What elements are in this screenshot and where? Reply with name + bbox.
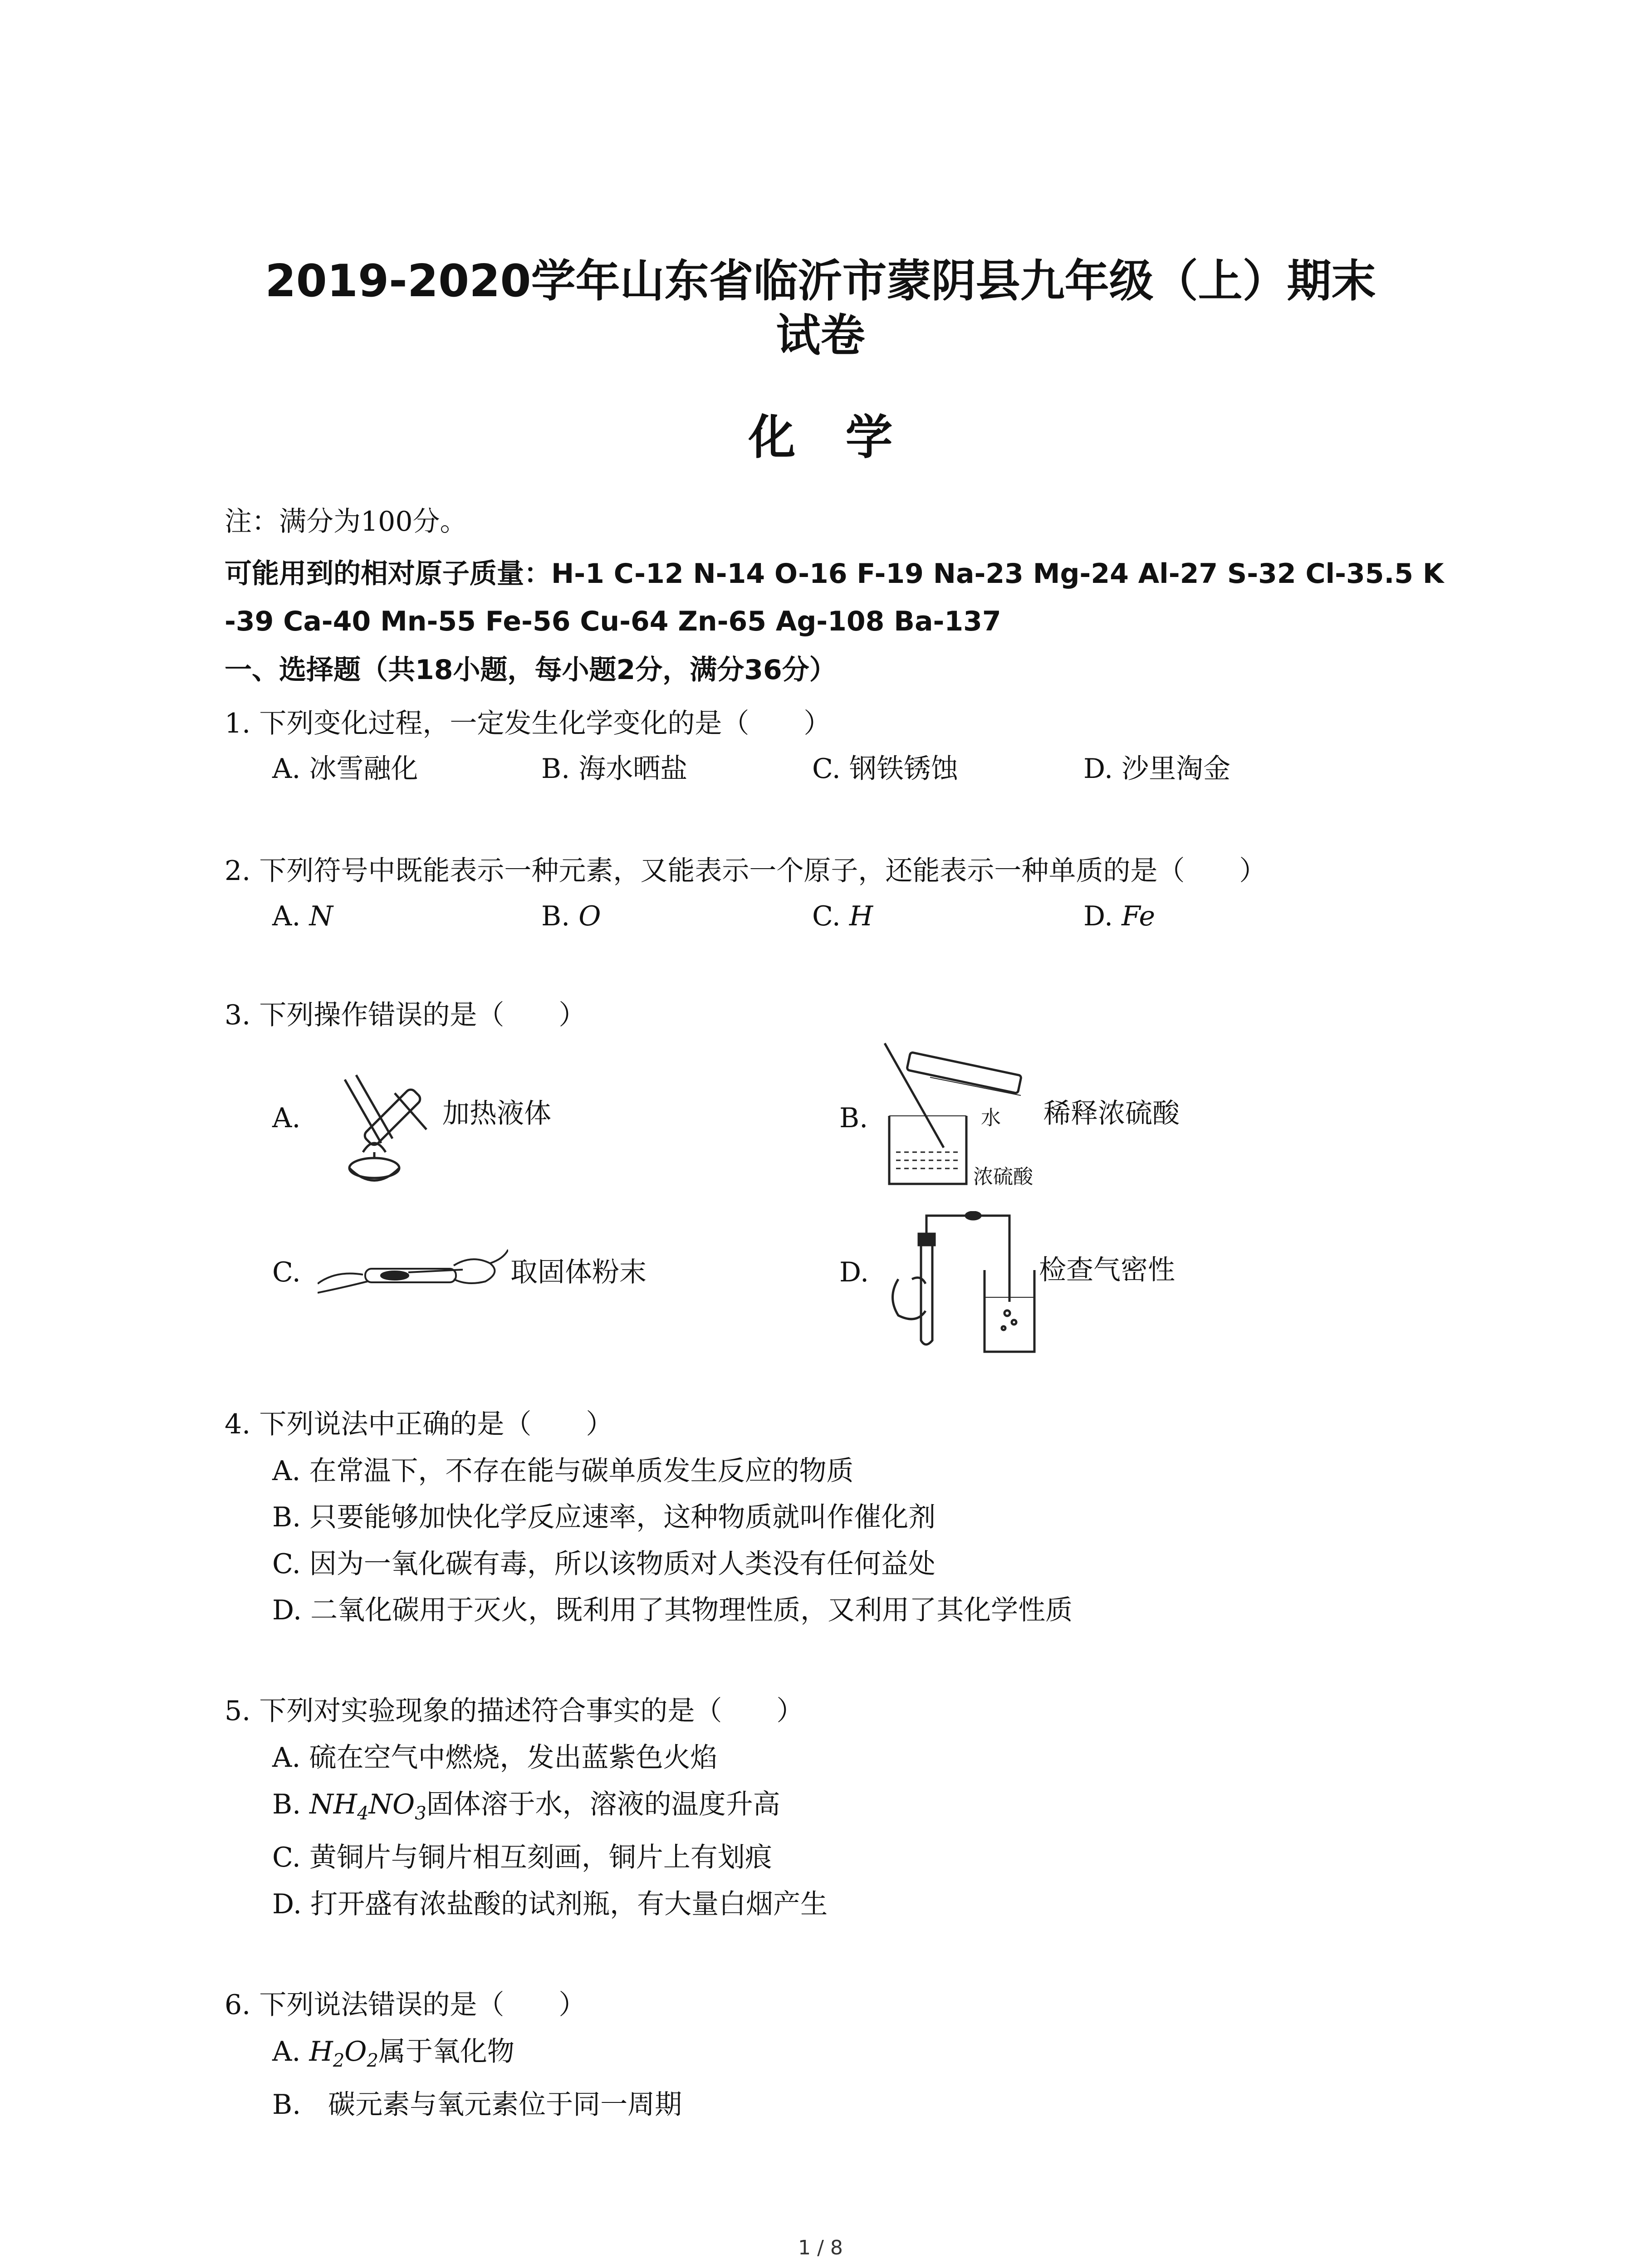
- q3-option-b-label: B.: [839, 1102, 868, 1134]
- question-1-stem: 1. 下列变化过程，一定发生化学变化的是（ ）: [225, 708, 831, 739]
- q1-option-c: C. 钢铁锈蚀: [812, 753, 958, 785]
- section-heading: 一、选择题（共18小题，每小题2分，满分36分）: [225, 654, 837, 686]
- q4-option-a: A. 在常温下，不存在能与碳单质发生反应的物质: [272, 1455, 854, 1487]
- q4-option-c: C. 因为一氧化碳有毒，所以该物质对人类没有任何益处: [272, 1548, 936, 1580]
- page-number: 1 / 8: [798, 2236, 843, 2259]
- q5-option-b: B. $NH_4NO_3$固体溶于水，溶液的温度升高: [272, 1789, 780, 1824]
- q2-option-d: D. Fe: [1083, 900, 1155, 932]
- q3-option-c-caption: 取固体粉末: [510, 1256, 647, 1288]
- acid-label: 浓硫酸: [973, 1165, 1033, 1188]
- exam-title-line1: 2019-2020学年山东省临沂市蒙阴县九年级（上）期末: [265, 255, 1376, 307]
- q1-option-a: A. 冰雪融化: [272, 753, 418, 785]
- heating-liquid-figure: [313, 1066, 449, 1188]
- q4-option-b: B. 只要能够加快化学反应速率，这种物质就叫作催化剂: [272, 1501, 936, 1533]
- subject-title: 化学: [748, 410, 943, 465]
- q5-option-c: C. 黄铜片与铜片相互刻画，铜片上有划痕: [272, 1842, 772, 1873]
- q3-option-a-label: A.: [272, 1102, 301, 1134]
- q2-option-c: C. H: [812, 900, 873, 932]
- water-label: 水: [981, 1106, 1001, 1129]
- question-3-stem: 3. 下列操作错误的是（ ）: [225, 999, 586, 1031]
- atomic-mass-line2: -39 Ca-40 Mn-55 Fe-56 Cu-64 Zn-65 Ag-108 Ba-137: [225, 606, 1001, 637]
- question-5-stem: 5. 下列对实验现象的描述符合事实的是（ ）: [225, 1695, 804, 1727]
- q5-option-d: D. 打开盛有浓盐酸的试剂瓶，有大量白烟产生: [272, 1888, 828, 1920]
- q3-option-a-caption: 加热液体: [442, 1098, 551, 1129]
- q1-option-b: B. 海水晒盐: [541, 753, 688, 785]
- q4-option-d: D. 二氧化碳用于灭火，既利用了其物理性质，又利用了其化学性质: [272, 1594, 1073, 1626]
- q3-option-d-caption: 检查气密性: [1039, 1254, 1175, 1286]
- q6-option-a: A. $H_2O_2$属于氧化物: [272, 2036, 514, 2071]
- q3-option-b-caption: 稀释浓硫酸: [1043, 1098, 1180, 1129]
- q3-option-d-label: D.: [839, 1256, 869, 1288]
- atomic-mass-line1: 可能用到的相对原子质量：H-1 C-12 N-14 O-16 F-19 Na-23 Mg-24 Al-27 S-32 Cl-35.5 K: [225, 558, 1444, 590]
- airtightness-figure: [885, 1211, 1043, 1356]
- q1-option-d: D. 沙里淘金: [1083, 753, 1231, 785]
- question-2-stem: 2. 下列符号中既能表示一种元素，又能表示一个原子，还能表示一种单质的是（ ）: [225, 855, 1267, 887]
- q5-option-a: A. 硫在空气中燃烧，发出蓝紫色火焰: [272, 1742, 718, 1774]
- q3-option-c-label: C.: [272, 1256, 301, 1288]
- q2-option-b: B. O: [541, 900, 601, 932]
- question-6-stem: 6. 下列说法错误的是（ ）: [225, 1989, 586, 2021]
- exam-title-line2: 试卷: [776, 310, 865, 362]
- q6-option-b: B. 碳元素与氧元素位于同一周期: [272, 2089, 682, 2121]
- solid-powder-figure: [318, 1241, 508, 1304]
- q2-option-a: A. N: [272, 900, 333, 932]
- question-4-stem: 4. 下列说法中正确的是（ ）: [225, 1408, 613, 1440]
- score-note: 注：满分为100分。: [225, 506, 467, 538]
